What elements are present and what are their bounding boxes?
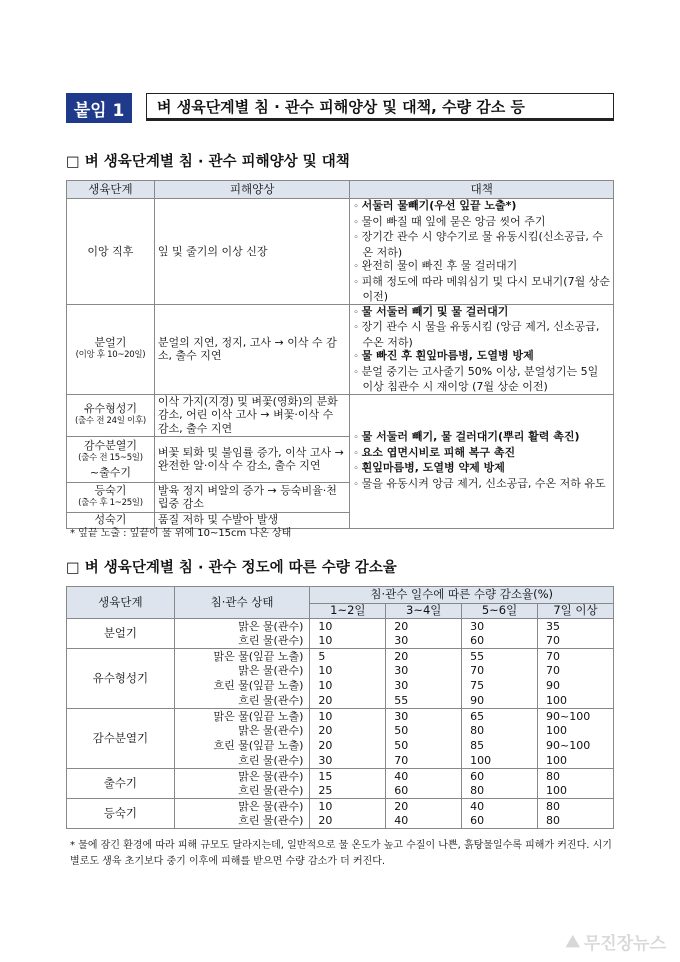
value-cell: 90~100 — [538, 739, 614, 754]
value-cell: 30 — [386, 709, 462, 724]
value-cell: 10 — [310, 679, 386, 694]
value-cell: 60 — [462, 634, 538, 649]
watermark-text: 무진장뉴스 — [583, 934, 666, 954]
stage-cell: 성숙기 — [67, 512, 155, 528]
value-cell: 30 — [386, 679, 462, 694]
damage-cell: 잎 및 줄기의 이상 신장 — [154, 199, 350, 305]
stage-cell: 이앙 직후 — [67, 199, 155, 305]
value-cell: 90 — [462, 694, 538, 709]
stage-cell: 등숙기 — [67, 799, 175, 829]
col-header-condition: 침·관수 상태 — [174, 587, 310, 619]
attachment-tag: 붙임 1 — [66, 93, 132, 123]
value-cell: 10 — [310, 634, 386, 649]
stage-cell: 감수분열기 (출수 전 15~5일) ~출수기 — [67, 436, 155, 482]
value-cell: 60 — [462, 769, 538, 784]
damage-cell: 품질 저하 및 수발아 발생 — [154, 512, 350, 528]
value-cell: 70 — [538, 649, 614, 664]
value-cell: 100 — [538, 754, 614, 769]
stage-cell: 유수형성기 (출수 전 24일 이후) — [67, 394, 155, 436]
condition-cell: 흐린 물(관수) — [174, 634, 310, 649]
col-header-group: 침·관수 일수에 따른 수량 감소율(%) — [310, 587, 614, 604]
section2-title: □ 벼 생육단계별 침 · 관수 정도에 따른 수량 감소율 — [66, 560, 397, 576]
value-cell: 85 — [462, 739, 538, 754]
value-cell: 100 — [538, 694, 614, 709]
value-cell: 40 — [386, 814, 462, 829]
value-cell: 40 — [386, 769, 462, 784]
value-cell: 90 — [538, 679, 614, 694]
value-cell: 40 — [462, 799, 538, 814]
value-cell: 70 — [538, 634, 614, 649]
value-cell: 10 — [310, 664, 386, 679]
value-cell: 50 — [386, 739, 462, 754]
condition-cell: 흐린 물(관수) — [174, 694, 310, 709]
stage-cell: 분얼기 — [67, 619, 175, 649]
value-cell: 80 — [538, 799, 614, 814]
col-header-measures: 대책 — [350, 181, 614, 199]
condition-cell: 맑은 물(관수) — [174, 769, 310, 784]
document-title: 벼 생육단계별 침 · 관수 피해양상 및 대책, 수량 감소 등 — [146, 93, 614, 121]
value-cell: 20 — [310, 724, 386, 739]
col-header-days: 1~2일 — [310, 604, 386, 619]
value-cell: 10 — [310, 709, 386, 724]
damage-measures-table — [66, 180, 614, 529]
value-cell: 90~100 — [538, 709, 614, 724]
value-cell: 5 — [310, 649, 386, 664]
condition-cell: 흐린 물(관수) — [174, 754, 310, 769]
value-cell: 20 — [310, 739, 386, 754]
stage-cell: 등숙기 (출수 후 1~25일) — [67, 482, 155, 512]
col-header-days: 5~6일 — [462, 604, 538, 619]
condition-cell: 맑은 물(관수) — [174, 619, 310, 634]
condition-cell: 맑은 물(잎끝 노출) — [174, 649, 310, 664]
col-header-days: 7일 이상 — [538, 604, 614, 619]
table-row — [67, 649, 614, 664]
table-row — [67, 709, 614, 724]
value-cell: 70 — [538, 664, 614, 679]
condition-cell: 맑은 물(관수) — [174, 724, 310, 739]
value-cell: 100 — [538, 724, 614, 739]
value-cell: 80 — [538, 769, 614, 784]
value-cell: 50 — [386, 724, 462, 739]
value-cell: 10 — [310, 799, 386, 814]
table-row — [67, 199, 614, 305]
section2-footnote: * 물에 잠긴 환경에 따라 피해 규모도 달라지는데, 일반적으로 물 온도가 높고 수질이 나쁜, 흙탕물일수록 피해가 커진다. 시기별로도 생육 초기보다 중기 이후에 피해를 받으면 수량 감소가 더 커진다. — [70, 840, 612, 867]
col-header-stage: 생육단계 — [67, 181, 155, 199]
damage-cell: 벼꽃 퇴화 및 불임률 증가, 이삭 고사 → 완전한 알·이삭 수 감소, 출수 지연 — [154, 436, 350, 482]
section1-title: □ 벼 생육단계별 침 · 관수 피해양상 및 대책 — [66, 154, 350, 170]
value-cell: 30 — [386, 664, 462, 679]
value-cell: 75 — [462, 679, 538, 694]
value-cell: 20 — [310, 814, 386, 829]
col-header-days: 3~4일 — [386, 604, 462, 619]
value-cell: 80 — [538, 814, 614, 829]
value-cell: 60 — [386, 784, 462, 799]
col-header-damage: 피해양상 — [154, 181, 350, 199]
measures-cell: ◦ 물 서둘러 빼기 및 물 걸러대기 ◦ 장기 관수 시 물을 유동시킴 (앙금 제거, 신소공급, 수온 저하) ◦ 물 빠진 후 흰잎마름병, 도열병 방제 ◦ 분얼 중기는 고사줄기 50% 이상, 분얼성기는 5일 이상 침관수 시 재이앙 (7월 상순 이전) — [350, 304, 614, 394]
value-cell: 20 — [310, 694, 386, 709]
value-cell: 30 — [310, 754, 386, 769]
value-cell: 30 — [462, 619, 538, 634]
value-cell: 80 — [462, 724, 538, 739]
table-row — [67, 394, 614, 436]
watermark — [566, 929, 666, 954]
value-cell: 60 — [462, 814, 538, 829]
stage-cell: 출수기 — [67, 769, 175, 799]
value-cell: 35 — [538, 619, 614, 634]
table-row — [67, 769, 614, 784]
table-row — [67, 619, 614, 634]
col-header-stage: 생육단계 — [67, 587, 175, 619]
shared-measures-cell: ◦ 물 서둘러 빼기, 물 걸러대기(뿌리 활력 촉진) ◦ 요소 엽면시비로 피해 복구 촉진 ◦ 흰잎마름병, 도열병 약제 방제 ◦ 물을 유동시켜 앙금 제거, 신소공급, 수온 저하 유도 — [350, 394, 614, 528]
value-cell: 100 — [538, 784, 614, 799]
stage-cell: 감수분열기 — [67, 709, 175, 769]
value-cell: 100 — [462, 754, 538, 769]
section1-footnote: * 잎끝 노출 : 잎끝이 물 위에 10~15cm 나온 상태 — [70, 528, 292, 539]
value-cell: 65 — [462, 709, 538, 724]
value-cell: 25 — [310, 784, 386, 799]
condition-cell: 맑은 물(잎끝 노출) — [174, 709, 310, 724]
condition-cell: 맑은 물(관수) — [174, 799, 310, 814]
table-row — [67, 304, 614, 394]
value-cell: 20 — [386, 619, 462, 634]
condition-cell: 흐린 물(관수) — [174, 814, 310, 829]
value-cell: 30 — [386, 634, 462, 649]
value-cell: 10 — [310, 619, 386, 634]
logo-icon: ⛰ — [565, 931, 580, 952]
condition-cell: 맑은 물(관수) — [174, 664, 310, 679]
condition-cell: 흐린 물(잎끝 노출) — [174, 739, 310, 754]
value-cell: 70 — [386, 754, 462, 769]
damage-cell: 분얼의 지연, 정지, 고사 → 이삭 수 감소, 출수 지연 — [154, 304, 350, 394]
stage-cell: 분얼기 (이앙 후 10~20일) — [67, 304, 155, 394]
yield-loss-table — [66, 586, 614, 829]
value-cell: 20 — [386, 649, 462, 664]
condition-cell: 흐린 물(잎끝 노출) — [174, 679, 310, 694]
table-row — [67, 799, 614, 814]
value-cell: 55 — [462, 649, 538, 664]
stage-cell: 유수형성기 — [67, 649, 175, 709]
damage-cell: 발육 정지 벼알의 증가 → 등숙비율·천립중 감소 — [154, 482, 350, 512]
value-cell: 20 — [386, 799, 462, 814]
condition-cell: 흐린 물(관수) — [174, 784, 310, 799]
value-cell: 70 — [462, 664, 538, 679]
value-cell: 55 — [386, 694, 462, 709]
value-cell: 80 — [462, 784, 538, 799]
value-cell: 15 — [310, 769, 386, 784]
measures-cell: ◦ 서둘러 물빼기(우선 잎끝 노출*) ◦ 물이 빠질 때 잎에 묻은 앙금 씻어 주기 ◦ 장기간 관수 시 양수기로 물 유동시킴(신소공급, 수온 저하) ◦ 완전히 물이 빠진 후 물 걸러대기 ◦ 피해 정도에 따라 메워심기 및 다시 모내기(7월 상순 이전) — [350, 199, 614, 305]
damage-cell: 이삭 가지(지경) 및 벼꽃(영화)의 분화 감소, 어린 이삭 고사 → 벼꽃·이삭 수 감소, 출수 지연 — [154, 394, 350, 436]
